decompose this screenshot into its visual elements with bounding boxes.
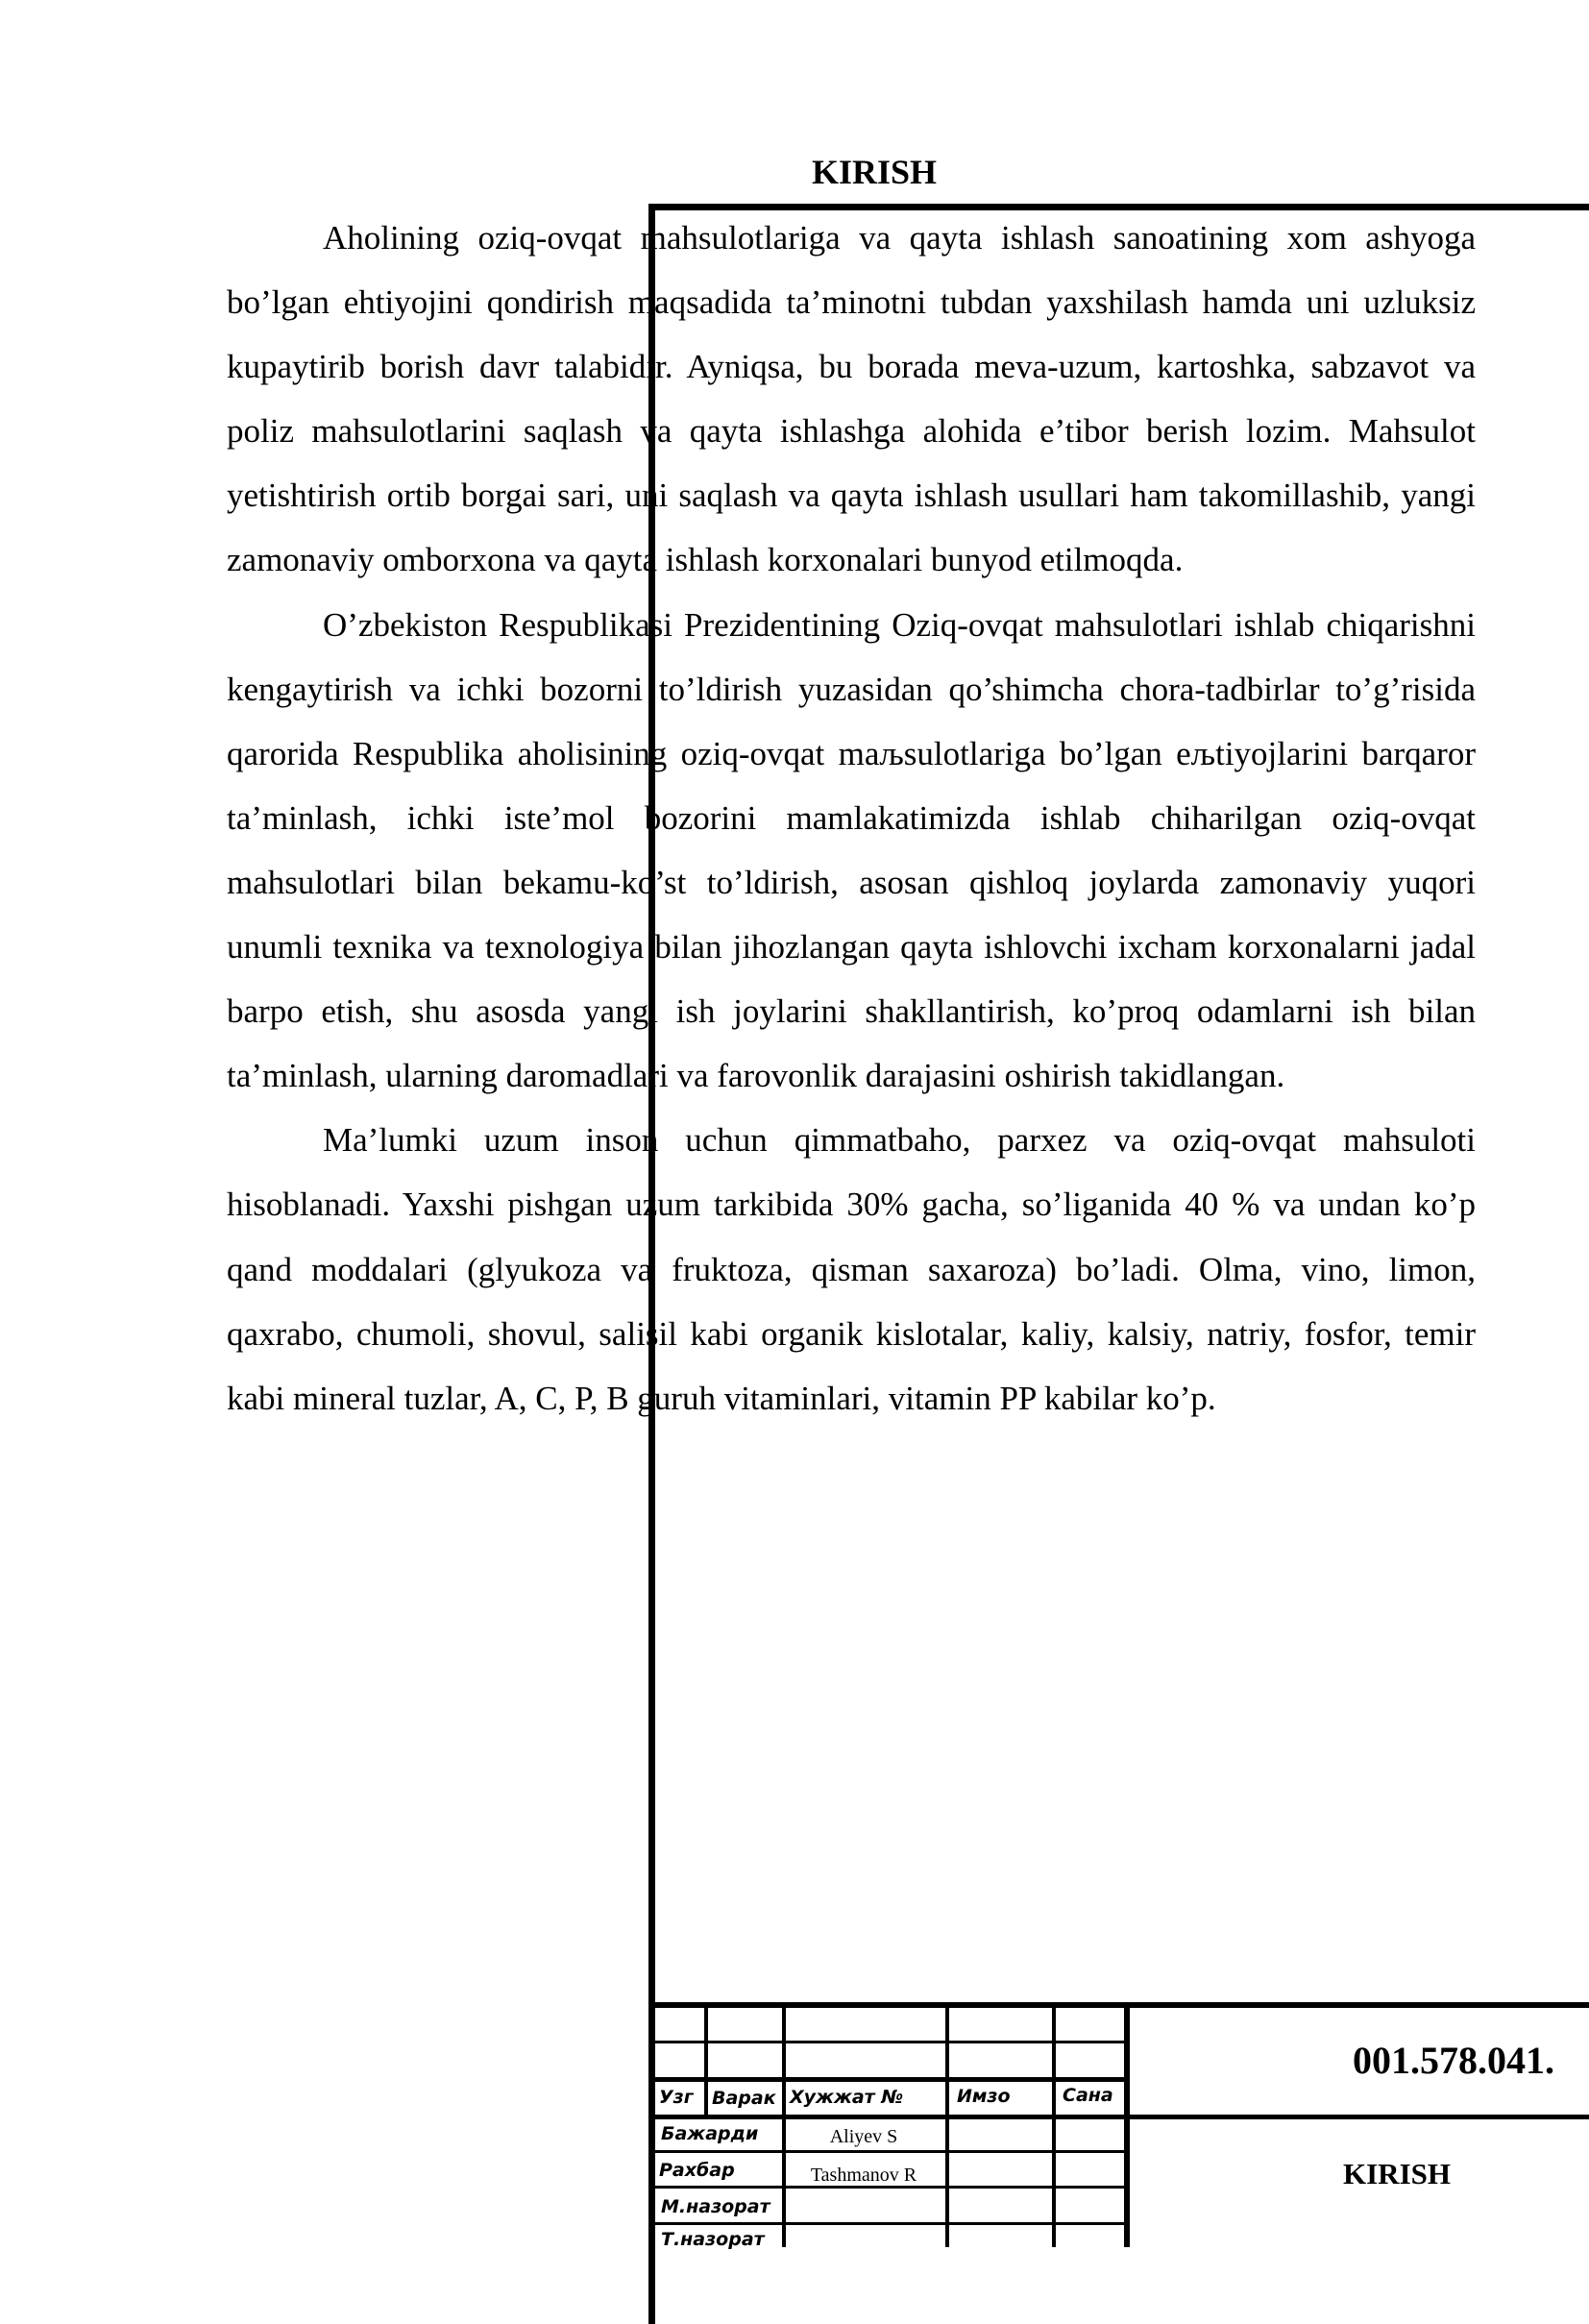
title-block-line	[651, 2115, 1589, 2119]
title-block-line	[651, 2222, 1128, 2225]
title-block-line	[1124, 2008, 1130, 2247]
header-imzo: Имзо	[957, 2086, 1011, 2107]
title-block-line	[704, 2008, 708, 2119]
role-label: Бажарди	[661, 2123, 759, 2144]
person-name: Tashmanov R	[810, 2165, 917, 2186]
person-name: Aliyev S	[829, 2126, 898, 2147]
title-block-line	[1052, 2008, 1056, 2247]
role-label: Т.назорат	[661, 2229, 765, 2250]
role-label: Рахбар	[659, 2160, 735, 2181]
header-varak: Варак	[712, 2088, 776, 2109]
document-code: 001.578.041.	[1353, 2039, 1554, 2082]
paragraph: Aholining oziq-ovqat mahsulotlariga va qayta ishlash sanoatining xom ashyoga bo’lgan ehtiyojini qondirish maqsadida ta’minotni tubdan yaxshilash hamda uni uzluksiz kupaytirib borish davr talabidir. Ayniqsa, bu borada meva-uzum, kartoshka, sabzavot va poliz mahsulotlarini saqlash va qayta ishlashga alohida e’tibor berish lozim. Mahsulot yetishtirish ortib borgai sari, uni saqlash va qayta ishlash usullari ham takomillashib, yangi zamonaviy omborxona va qayta ishlash korxonalari bunyod etilmoqda.	[227, 219, 1476, 579]
title-block-title: KIRISH	[1343, 2157, 1451, 2190]
paragraph: Ma’lumki uzum inson uchun qimmatbaho, parxez va oziq-ovqat mahsuloti hisoblanadi. Yaxshi pishgan uzum tarkibida 30% gacha, so’liganida 40 % va undan ko’p qand moddalari (glyukoza va fruktoza, qisman saxaroza) bo’ladi. Olma, vino, limon, qaxrabo, chumoli, shovul, salisil kabi organik kislotalar, kaliy, kalsiy, natriy, fosfor, temir kabi mineral tuzlar, A, C, P, B guruh vitaminlari, vitamin PP kabilar ko’p.	[227, 1121, 1476, 1417]
header-sana: Сана	[1063, 2085, 1113, 2106]
role-label: М.назорат	[661, 2196, 770, 2217]
title-block-line	[945, 2008, 949, 2247]
title-block-line	[651, 2077, 1128, 2082]
title-block-line	[651, 2041, 1128, 2043]
title-block-line	[651, 2150, 1128, 2153]
page-title: KIRISH	[811, 153, 938, 191]
document-body	[227, 206, 1476, 1431]
title-block-top-border	[651, 2002, 1589, 2008]
header-uzg: Узг	[659, 2087, 694, 2108]
header-hujjat: Хужжат №	[790, 2087, 904, 2108]
paragraph: O’zbekiston Respublikasi Prezidentining Oziq-ovqat mahsulotlari ishlab chiqarishni kengaytirish va ichki bozorni to’ldirish yuzasidan qo’shimcha chora-tadbirlar to’g’risida qarorida Respublika aholisining oziq-ovqat maљsulotlariga bo’lgan eљtiyojlarini barqaror ta’minlash, ichki iste’mol bozorini mamlakatimizda ishlab chiharilgan oziq-ovqat mahsulotlari bilan bekamu-ko’st to’ldirish, asosan qishloq joylarda zamonaviy yuqori unumli texnika va texnologiya bilan jihozlangan qayta ishlovchi ixcham korxonalarni jadal barpo etish, shu asosda yangi ish joylarini shakllantirish, ko’proq odamlarni ish bilan ta’minlash, ularning daromadlari va farovonlik darajasini oshirish takidlangan.	[227, 605, 1476, 1095]
